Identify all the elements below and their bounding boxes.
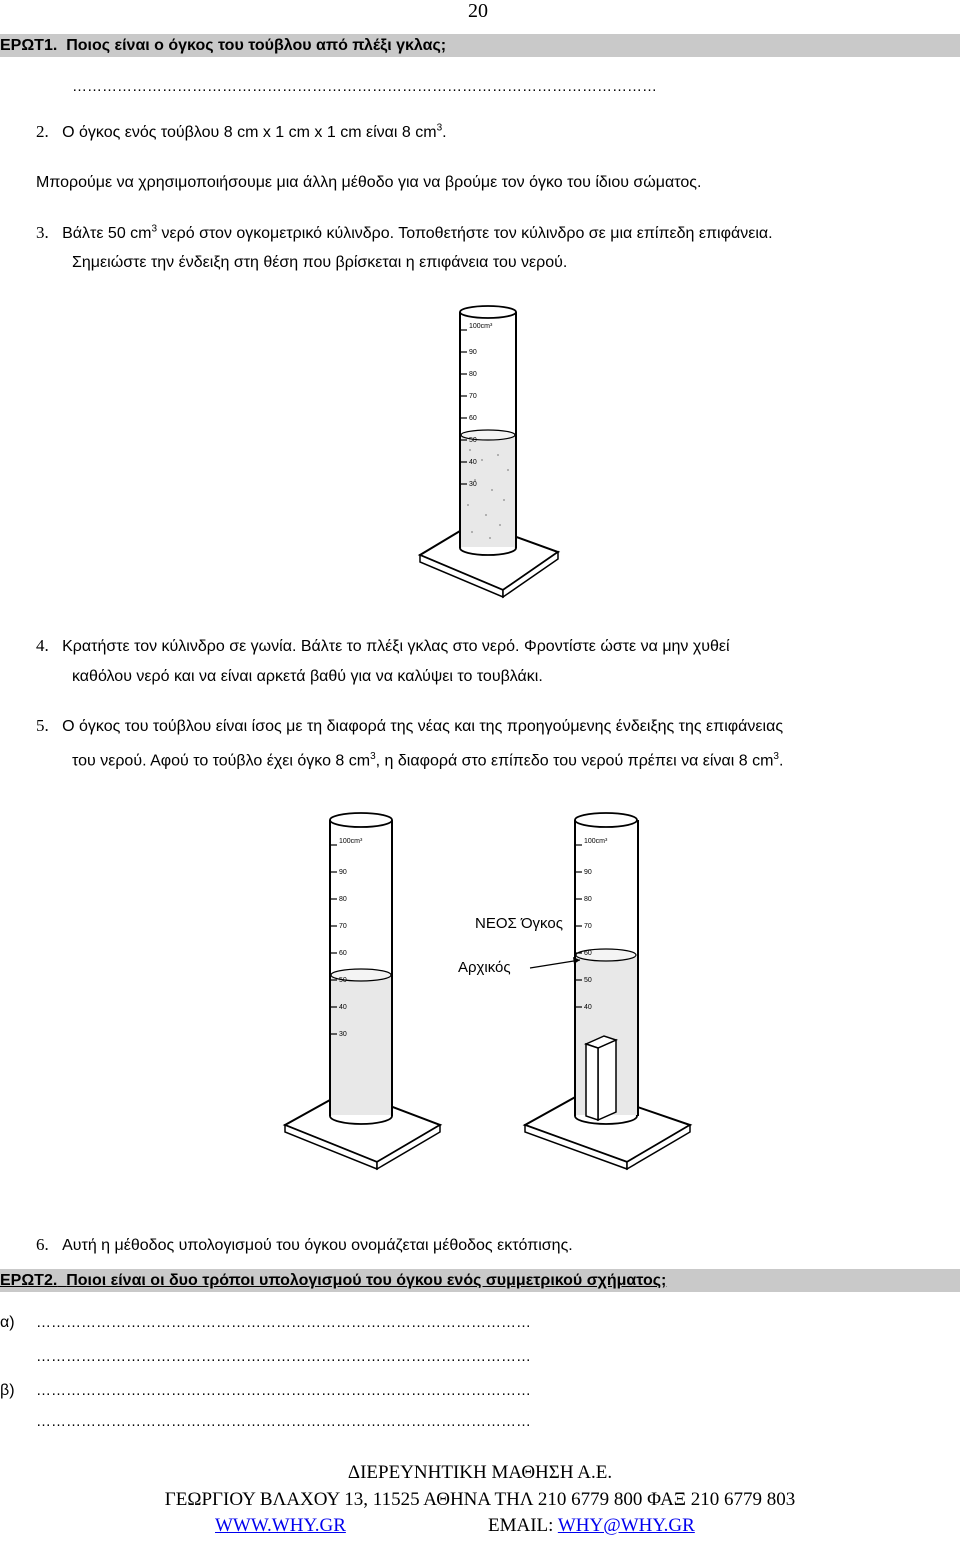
question-1-text: Ποιος είναι ο όγκος του τούβλου από πλέξι γκλας; (66, 37, 447, 54)
step-3-number: 3. (36, 223, 49, 242)
step-5 (36, 716, 783, 736)
fig2-left-tick-70: 70 (339, 923, 347, 930)
answer-b-line-1[interactable]: ……………………………………………………………………………………… (36, 1382, 531, 1399)
step-5-number: 5. (36, 716, 49, 735)
footer-address: ΓΕΩΡΓΙΟΥ ΒΛΑΧΟΥ 13, 11525 ΑΘΗΝΑ ΤΗΛ 210 6779 800 ΦΑΞ 210 6779 803 (164, 1489, 796, 1510)
footer-website (215, 1515, 346, 1537)
answer-a-line-2[interactable]: ……………………………………………………………………………………… (36, 1348, 531, 1365)
step-3-line-2: Σημειώστε την ένδειξη στη θέση που βρίσκεται η επιφάνεια του νερού. (72, 254, 568, 271)
question-2-text: Ποιοι είναι οι δυο τρόποι υπολογισμού του όγκου ενός συμμετρικού σχήματος; (66, 1272, 667, 1289)
fig2-right-tick-70: 70 (584, 923, 592, 930)
step-2-period: . (442, 124, 447, 141)
step-5-line-2c: . (778, 752, 784, 770)
fig2-left-scale-top: 100cm³ (339, 838, 363, 845)
step-3-text-a: Βάλτε 50 cm (62, 225, 152, 242)
step-5-line-2b: , η διαφορά στο επίπεδο του νερού πρέπει να είναι 8 cm (375, 752, 774, 770)
email-link[interactable]: WHY@WHY.GR (557, 1515, 695, 1536)
fig1-tick-70: 70 (469, 393, 477, 400)
email-label: EMAIL: (488, 1515, 558, 1536)
label-initial-volume: Αρχικός (458, 959, 511, 976)
step-2-number: 2. (36, 122, 49, 141)
fig2-left-tick-50: 50 (339, 977, 347, 984)
step-6-text: Αυτή η μέθοδος υπολογισμού του όγκου ονομάζεται μέθοδος εκτόπισης. (62, 1237, 573, 1254)
footer-email (488, 1515, 695, 1537)
question-2-label: ΕΡΩΤ2. (0, 1272, 58, 1289)
cylinder-figure-1 (400, 300, 570, 595)
fig2-right-tick-80: 80 (584, 896, 592, 903)
step-3-superscript: 3 (151, 223, 158, 235)
answer-b-label: β) (0, 1382, 15, 1399)
question-1-label: ΕΡΩΤ1. (0, 37, 58, 54)
fig2-left-tick-40: 40 (339, 1004, 347, 1011)
fig1-tick-90: 90 (469, 349, 477, 356)
question-1-answer-line: ……………………………………………………………………………………………………… (72, 78, 657, 95)
question-2-bar (0, 1269, 960, 1292)
step-5-sup-2: 3 (773, 751, 779, 762)
question-1-bar (0, 34, 960, 57)
answer-a-label: α) (0, 1314, 15, 1331)
fig1-tick-50: 50 (469, 437, 477, 444)
step-4-line-2: καθόλου νερό και να είναι αρκετά βαθύ για να καλύψει το τουβλάκι. (72, 668, 543, 685)
question-1-heading (0, 37, 446, 55)
answer-b-line-2[interactable]: ……………………………………………………………………………………… (36, 1413, 531, 1430)
fig1-tick-60: 60 (469, 415, 477, 422)
fig2-left-tick-60: 60 (339, 950, 347, 957)
fig2-right-tick-50: 50 (584, 977, 592, 984)
fig2-left-tick-90: 90 (339, 869, 347, 876)
method-line: Μπορούμε να χρησιμοποιήσουμε μια άλλη μέθοδο για να βρούμε τον όγκο του ίδιου σώματος. (36, 174, 702, 191)
fig2-right-scale-top: 100cm³ (584, 838, 608, 845)
step-2 (36, 122, 447, 142)
footer-organization: ΔΙΕΡΕΥΝΗΤΙΚΗ ΜΑΘΗΣΗ Α.Ε. (347, 1462, 613, 1483)
step-5-line-2a: του νερού. Αφού το τούβλο έχει όγκο 8 cm (72, 752, 371, 770)
step-2-text: Ο όγκος ενός τούβλου 8 cm x 1 cm x 1 cm είναι 8 cm (62, 124, 437, 141)
step-5-line-1: Ο όγκος του τούβλου είναι ίσος με τη διαφορά της νέας και της προηγούμενης ένδειξης της επιφάνειας (62, 718, 784, 735)
step-6 (36, 1235, 573, 1255)
fig2-left-tick-30: 30 (339, 1031, 347, 1038)
fig2-right-tick-40: 40 (584, 1004, 592, 1011)
step-6-number: 6. (36, 1235, 49, 1254)
step-5-line-2 (72, 751, 783, 770)
step-3-text-b: νερό στον ογκομετρικό κύλινδρο. Τοποθετήστε τον κύλινδρο σε μια επίπεδη επιφάνεια. (157, 225, 773, 242)
fig1-tick-80: 80 (469, 371, 477, 378)
fig2-right-tick-90: 90 (584, 869, 592, 876)
fig2-right-tick-60: 60 (584, 950, 592, 957)
answer-a-line-1[interactable]: ……………………………………………………………………………………… (36, 1314, 531, 1331)
question-2-heading (0, 1272, 666, 1290)
step-4 (36, 636, 730, 656)
cylinder-figure-2 (280, 800, 700, 1170)
fig1-scale-top: 100cm³ (469, 323, 493, 330)
step-5-sup-1: 3 (370, 751, 376, 762)
fig2-left-tick-80: 80 (339, 896, 347, 903)
website-link[interactable]: WWW.WHY.GR (215, 1515, 346, 1536)
step-3 (36, 223, 773, 243)
step-4-number: 4. (36, 636, 49, 655)
step-2-superscript: 3 (436, 122, 443, 134)
step-4-line-1: Κρατήστε τον κύλινδρο σε γωνία. Βάλτε το πλέξι γκλας στο νερό. Φροντίστε ώστε να μην χυθεί (62, 638, 730, 655)
label-new-volume: ΝΕΟΣ Όγκος (475, 915, 563, 932)
fig1-tick-30: 30 (469, 481, 477, 488)
fig1-tick-40: 40 (469, 459, 477, 466)
page-number: 20 (468, 0, 488, 22)
